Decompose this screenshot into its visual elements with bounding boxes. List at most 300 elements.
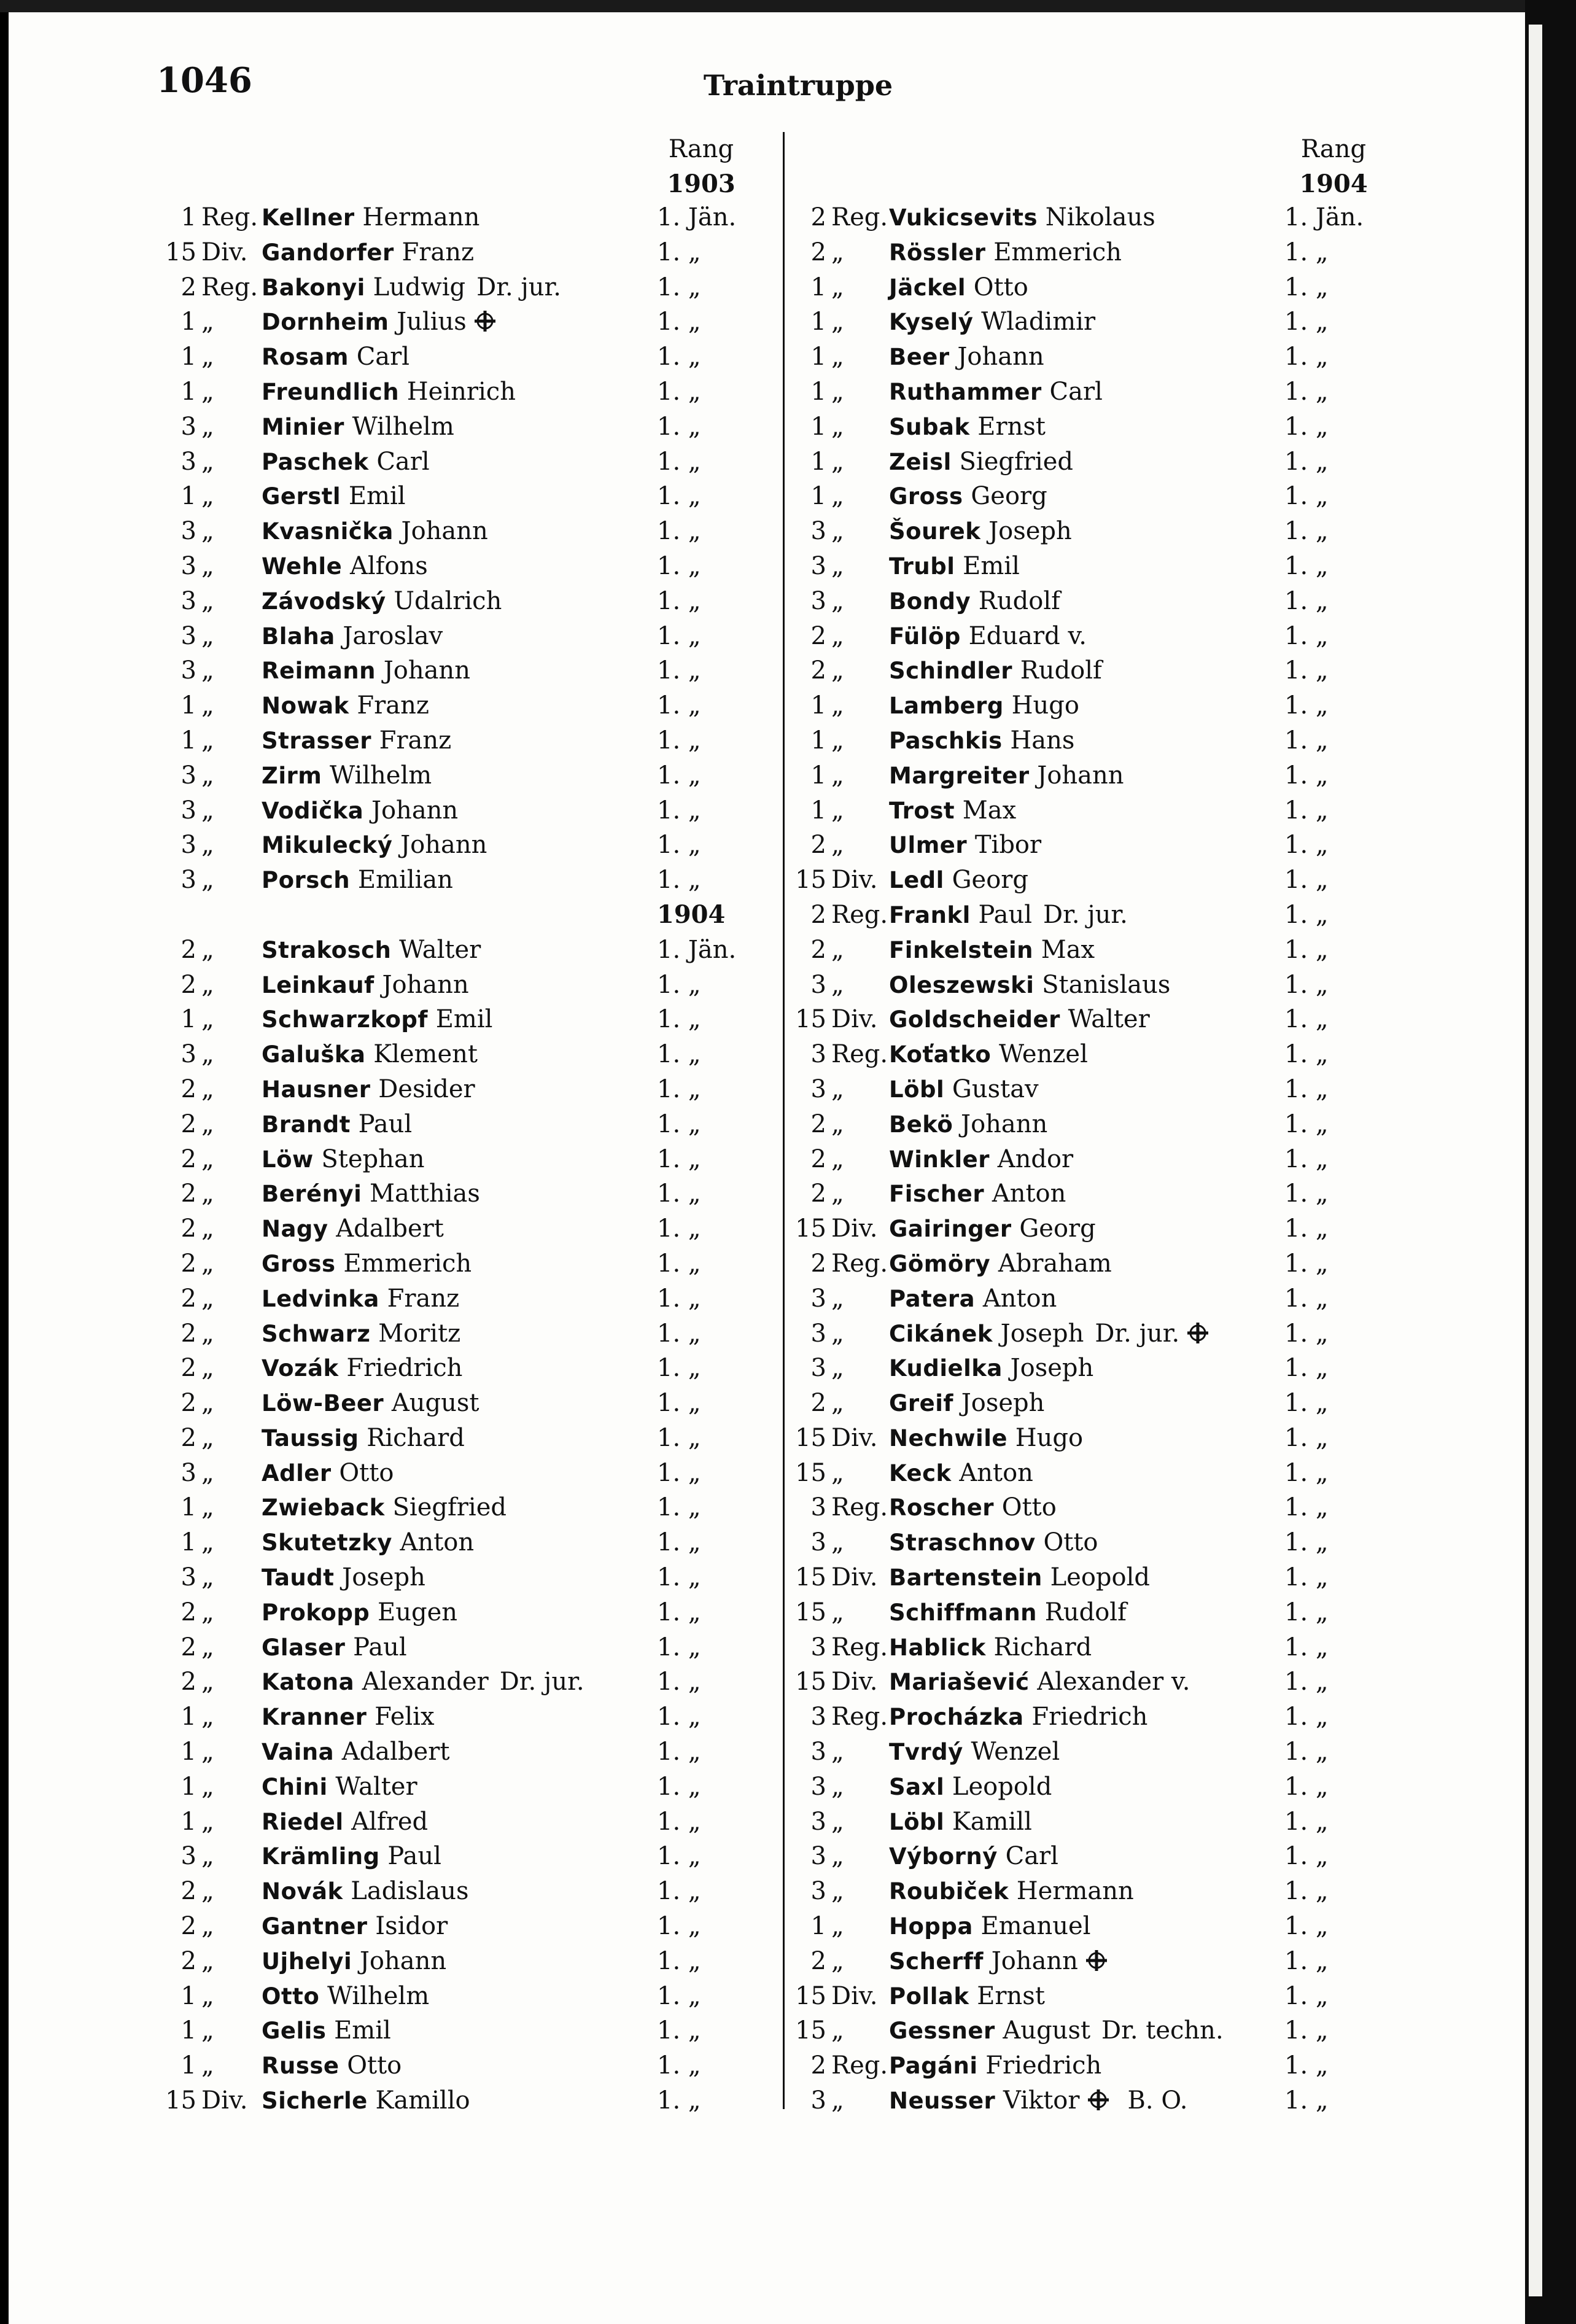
officer-name	[262, 968, 469, 1003]
unit-type: „	[201, 1946, 214, 1975]
unit-type: „	[201, 1807, 214, 1836]
unit-type: „	[201, 1912, 214, 1941]
unit-type: Div.	[831, 1423, 878, 1452]
surname: Porsch	[262, 867, 351, 894]
unit-type: Div.	[831, 1668, 878, 1696]
surname: Bondy	[889, 588, 971, 615]
rank-date: 1. „	[657, 1598, 701, 1626]
officer-entry	[141, 1002, 774, 1037]
surname: Bartenstein	[889, 1564, 1042, 1591]
surname: Goldscheider	[889, 1006, 1060, 1033]
officer-entry	[785, 863, 1509, 898]
rank-date: 1. „	[1284, 1040, 1329, 1069]
surname: Roscher	[889, 1494, 995, 1521]
officer-name	[262, 1979, 429, 2015]
unit-type: „	[831, 517, 844, 546]
officer-name	[262, 549, 428, 585]
unit-type: „	[201, 586, 214, 615]
surname: Nagy	[262, 1216, 328, 1243]
given-name: Jaroslav	[343, 621, 443, 650]
given-name: Hermann	[1016, 1877, 1134, 1906]
surname: Schwarzkopf	[262, 1006, 428, 1033]
officer-name	[889, 1979, 1045, 2015]
unit-number: 2	[810, 1946, 826, 1975]
rank-date: 1. „	[1284, 1284, 1329, 1313]
given-name: Walter	[399, 935, 481, 964]
given-name: Rudolf	[978, 586, 1060, 615]
officer-entry	[785, 445, 1509, 480]
surname: Závodský	[262, 588, 386, 615]
unit-type: Reg.	[831, 2051, 888, 2080]
given-name: Walter	[335, 1772, 417, 1801]
officer-name	[262, 2083, 470, 2119]
surname: Koťatko	[889, 1041, 992, 1068]
rank-date: 1. „	[1284, 1703, 1329, 1731]
officer-name	[889, 723, 1074, 759]
surname: Katona	[262, 1669, 355, 1696]
officer-name	[262, 1665, 584, 1700]
rank-date: 1. „	[1284, 1946, 1329, 1975]
decoration-cross-icon	[1084, 1948, 1109, 1972]
officer-name	[889, 758, 1124, 794]
unit-type: „	[831, 935, 844, 964]
given-name: Wilhelm	[327, 1981, 430, 2010]
officer-entry	[141, 1560, 774, 1595]
rank-date: 1. „	[1284, 1075, 1329, 1103]
given-name: Friedrich	[985, 2051, 1102, 2080]
surname: Russe	[262, 2053, 340, 2080]
unit-number: 2	[181, 935, 196, 964]
unit-number: 2	[181, 1319, 196, 1348]
officer-entry	[141, 1909, 774, 1944]
rank-date: 1. „	[657, 1110, 701, 1138]
given-name: Georg	[971, 482, 1047, 511]
officer-entry	[141, 2048, 774, 2083]
surname: Kranner	[262, 1704, 367, 1731]
title-suffix: B. O.	[1127, 2086, 1188, 2115]
officer-name	[262, 1281, 459, 1317]
given-name: Wladimir	[981, 308, 1096, 336]
left-officer-list	[141, 200, 774, 2118]
unit-number: 1	[181, 482, 196, 511]
unit-number: 3	[181, 1040, 196, 1069]
unit-number: 3	[810, 1772, 826, 1801]
officer-name	[262, 479, 406, 515]
unit-number: 1	[181, 1005, 196, 1034]
given-name: Friedrich	[346, 1354, 463, 1383]
officer-entry	[141, 1735, 774, 1770]
rank-date: 1. „	[657, 412, 701, 441]
unit-type: „	[831, 308, 844, 336]
rank-date: 1. „	[657, 2016, 701, 2045]
rank-date: 1. „	[1284, 2016, 1329, 2045]
unit-type: „	[201, 970, 214, 999]
officer-name	[262, 1839, 441, 1875]
officer-name	[889, 375, 1103, 410]
unit-number: 15	[795, 1563, 826, 1592]
given-name: Johann	[400, 831, 487, 860]
officer-entry	[785, 235, 1509, 270]
officer-name	[262, 200, 479, 236]
unit-type: „	[201, 412, 214, 441]
rank-date: 1. Jän.	[657, 203, 737, 231]
surname: Minier	[262, 413, 344, 440]
unit-number: 2	[181, 1423, 196, 1452]
unit-type: „	[201, 1738, 214, 1766]
unit-number: 15	[795, 1981, 826, 2010]
rank-date: 1. „	[1284, 1458, 1329, 1487]
unit-type: „	[831, 2086, 844, 2115]
surname: Kellner	[262, 204, 355, 231]
rank-date: 1. „	[1284, 551, 1329, 580]
officer-name	[889, 1770, 1052, 1805]
unit-type: „	[831, 586, 844, 615]
officer-name	[262, 1805, 428, 1840]
unit-number: 2	[181, 1389, 196, 1418]
given-name: Anton	[992, 1179, 1066, 1208]
officer-name	[262, 793, 458, 829]
given-name: Otto	[1043, 1528, 1098, 1557]
officer-entry	[141, 270, 774, 305]
officer-name	[262, 1351, 462, 1386]
surname: Mariašević	[889, 1669, 1030, 1696]
given-name: Desider	[378, 1075, 475, 1103]
surname: Gantner	[262, 1913, 368, 1940]
unit-type: Div.	[831, 866, 878, 895]
unit-number: 3	[810, 1354, 826, 1383]
unit-type: „	[201, 1563, 214, 1592]
surname: Galuška	[262, 1041, 366, 1068]
unit-number: 2	[181, 1110, 196, 1138]
officer-entry	[785, 549, 1509, 584]
officer-name	[889, 863, 1028, 898]
surname: Ledl	[889, 867, 944, 894]
unit-number: 1	[181, 1528, 196, 1557]
officer-name	[889, 514, 1072, 550]
rank-date: 1. „	[657, 1912, 701, 1941]
surname: Hablick	[889, 1634, 986, 1661]
unit-type: Reg.	[831, 1040, 888, 1069]
officer-name	[889, 619, 1087, 655]
rank-date: 1. „	[657, 2086, 701, 2115]
unit-type: „	[831, 726, 844, 755]
title-suffix: Dr. jur.	[1043, 900, 1128, 929]
unit-number: 2	[810, 621, 826, 650]
unit-type: „	[201, 377, 214, 406]
unit-number: 3	[810, 1493, 826, 1522]
officer-name	[262, 619, 443, 655]
officer-entry	[141, 1595, 774, 1630]
surname: Gelis	[262, 2018, 327, 2045]
unit-number: 15	[795, 1423, 826, 1452]
rank-date: 1. „	[1284, 1738, 1329, 1766]
officer-entry	[785, 1142, 1509, 1177]
officer-name	[262, 1386, 479, 1421]
unit-number: 3	[181, 1563, 196, 1592]
given-name: Heinrich	[406, 377, 516, 406]
surname: Finkelstein	[889, 936, 1034, 963]
rank-date: 1. „	[657, 586, 701, 615]
rank-date: 1. „	[657, 1807, 701, 1836]
surname: Berényi	[262, 1181, 362, 1208]
surname: Hausner	[262, 1076, 371, 1103]
given-name: Joseph	[1000, 1319, 1084, 1348]
surname: Fischer	[889, 1181, 985, 1208]
unit-type: „	[831, 343, 844, 371]
unit-type: „	[201, 1145, 214, 1173]
given-name: Moritz	[378, 1319, 461, 1348]
officer-entry	[785, 1665, 1509, 1700]
officer-name	[889, 2083, 1188, 2119]
unit-number: 1	[181, 1772, 196, 1801]
unit-type: „	[831, 1145, 844, 1173]
officer-name	[889, 1211, 1096, 1247]
given-name: Kamillo	[375, 2086, 470, 2115]
given-name: Johann	[961, 1110, 1048, 1138]
scan-border-top	[0, 0, 1576, 12]
officer-name	[889, 1176, 1066, 1212]
officer-name	[889, 1386, 1044, 1421]
surname: Adler	[262, 1459, 332, 1487]
given-name: Hans	[1010, 726, 1075, 755]
given-name: Paul	[353, 1633, 407, 1661]
officer-entry	[785, 793, 1509, 828]
given-name: Anton	[959, 1458, 1033, 1487]
officer-name	[262, 2048, 402, 2084]
unit-number: 2	[810, 2051, 826, 2080]
unit-number: 3	[810, 1075, 826, 1103]
given-name: Siegfried	[392, 1493, 507, 1522]
unit-number: 1	[181, 1493, 196, 1522]
surname: Roubiček	[889, 1878, 1009, 1905]
rank-date: 1. „	[1284, 1493, 1329, 1522]
officer-name	[889, 1281, 1057, 1317]
unit-number: 3	[181, 517, 196, 546]
rank-date: 1. „	[657, 621, 701, 650]
officer-entry	[785, 1805, 1509, 1840]
officer-name	[889, 305, 1095, 340]
officer-entry	[141, 1874, 774, 1909]
unit-number: 2	[181, 1075, 196, 1103]
rank-year-heading	[141, 898, 774, 933]
given-name: Emilian	[357, 866, 453, 895]
unit-type: „	[831, 1528, 844, 1557]
unit-number: 2	[810, 1179, 826, 1208]
unit-type: „	[831, 1319, 844, 1348]
unit-type: „	[831, 551, 844, 580]
officer-entry	[785, 305, 1509, 340]
unit-number: 2	[181, 1598, 196, 1626]
given-name: Eugen	[378, 1598, 458, 1626]
rank-date: 1. „	[1284, 1249, 1329, 1278]
rank-date: 1. „	[657, 831, 701, 860]
unit-number: 1	[181, 308, 196, 336]
officer-name	[262, 1246, 472, 1282]
unit-type: „	[201, 1423, 214, 1452]
officer-name	[262, 514, 488, 550]
unit-type: „	[831, 2016, 844, 2045]
officer-name	[889, 1735, 1060, 1770]
rank-date: 1. „	[657, 970, 701, 999]
given-name: Wilhelm	[352, 412, 454, 441]
rank-date: 1. „	[1284, 900, 1329, 929]
officer-name	[889, 1037, 1088, 1073]
unit-type: „	[831, 796, 844, 825]
unit-type: „	[201, 935, 214, 964]
unit-number: 1	[181, 2016, 196, 2045]
rank-date: 1. „	[657, 1284, 701, 1313]
unit-number: 3	[181, 761, 196, 790]
officer-entry	[141, 1386, 774, 1421]
unit-type: „	[201, 1284, 214, 1313]
rank-date: 1. „	[1284, 1563, 1329, 1592]
page-number: 1046	[157, 60, 252, 101]
unit-number: 1	[181, 2051, 196, 2080]
unit-number: 3	[181, 621, 196, 650]
surname: Ruthammer	[889, 378, 1042, 405]
unit-type: Div.	[201, 238, 248, 266]
unit-type: „	[831, 273, 844, 301]
surname: Brandt	[262, 1111, 351, 1138]
rank-date: 1. „	[657, 2051, 701, 2080]
surname: Riedel	[262, 1808, 344, 1835]
officer-entry	[141, 723, 774, 758]
surname: Vodička	[262, 797, 364, 824]
unit-number: 3	[810, 970, 826, 999]
given-name: Otto	[339, 1458, 394, 1487]
officer-name	[889, 1072, 1039, 1108]
officer-name	[889, 1909, 1091, 1945]
rank-date: 1. „	[1284, 970, 1329, 999]
officer-name	[889, 968, 1170, 1003]
unit-type: „	[201, 621, 214, 650]
officer-entry	[141, 1107, 774, 1142]
surname: Blaha	[262, 623, 335, 650]
given-name: Adalbert	[336, 1214, 444, 1243]
surname: Trost	[889, 797, 955, 824]
officer-entry	[141, 688, 774, 723]
unit-type: „	[201, 1772, 214, 1801]
officer-name	[889, 1595, 1127, 1631]
unit-number: 2	[181, 1912, 196, 1941]
rank-date: 1. „	[1284, 1389, 1329, 1418]
rank-date: 1. „	[657, 1075, 701, 1103]
unit-number: 2	[810, 1145, 826, 1173]
unit-number: 3	[181, 796, 196, 825]
unit-type: „	[831, 482, 844, 511]
officer-entry	[785, 1107, 1509, 1142]
given-name: Johann	[382, 970, 469, 999]
rank-date: 1. „	[1284, 1319, 1329, 1348]
rank-date: 1. „	[1284, 1214, 1329, 1243]
surname: Šourek	[889, 518, 981, 545]
surname: Straschnov	[889, 1529, 1036, 1556]
officer-entry	[141, 2013, 774, 2048]
rank-date: 1. „	[1284, 586, 1329, 615]
decoration-cross-icon	[473, 308, 497, 333]
officer-entry	[141, 1490, 774, 1525]
given-name: Johann	[991, 1946, 1078, 1975]
given-name: Georg	[1019, 1214, 1096, 1243]
unit-number: 1	[181, 726, 196, 755]
given-name: Stanislaus	[1042, 970, 1171, 999]
given-name: Joseph	[988, 517, 1072, 546]
unit-type: „	[831, 970, 844, 999]
unit-type: Reg.	[201, 273, 258, 301]
rank-date: 1. „	[1284, 1145, 1329, 1173]
title-suffix: Dr. jur.	[1095, 1319, 1180, 1348]
unit-type: „	[831, 656, 844, 685]
unit-number: 3	[181, 1458, 196, 1487]
rank-date: 1. „	[657, 377, 701, 406]
officer-name	[889, 828, 1041, 863]
rank-date: 1. „	[1284, 935, 1329, 964]
unit-type: „	[831, 1842, 844, 1871]
unit-type: „	[201, 551, 214, 580]
unit-type: „	[201, 308, 214, 336]
surname: Vukicsevits	[889, 204, 1038, 231]
surname: Pollak	[889, 1983, 969, 2010]
surname: Kudielka	[889, 1355, 1003, 1382]
given-name: Rudolf	[1044, 1598, 1127, 1626]
officer-entry	[785, 1211, 1509, 1246]
given-name: Franz	[357, 691, 429, 720]
officer-entry	[785, 514, 1509, 549]
rank-date: 1. „	[657, 1214, 701, 1243]
unit-number: 2	[810, 1249, 826, 1278]
unit-number: 2	[810, 900, 826, 929]
given-name: Kamill	[952, 1807, 1032, 1836]
unit-number: 3	[810, 517, 826, 546]
rank-date: 1. „	[657, 551, 701, 580]
surname: Schiffmann	[889, 1599, 1038, 1626]
left-rank-label: Rang	[668, 135, 734, 163]
unit-number: 1	[181, 1981, 196, 2010]
surname: Glaser	[262, 1634, 346, 1661]
rank-date: 1. „	[1284, 1005, 1329, 1034]
decoration-cross-icon	[1186, 1320, 1210, 1345]
surname: Sicherle	[262, 2088, 368, 2115]
officer-name	[889, 1002, 1150, 1038]
officer-name	[262, 1630, 407, 1666]
surname: Bakonyi	[262, 274, 365, 301]
officer-entry	[785, 758, 1509, 793]
unit-type: „	[831, 1354, 844, 1383]
unit-number: 2	[181, 1668, 196, 1696]
right-officer-list	[785, 200, 1509, 2118]
officer-entry	[141, 235, 774, 270]
surname: Dornheim	[262, 309, 389, 336]
rank-date: 1. „	[657, 1772, 701, 1801]
officer-entry	[785, 1037, 1509, 1072]
given-name: Johann	[371, 796, 459, 825]
officer-name	[262, 1107, 412, 1143]
unit-type: „	[201, 343, 214, 371]
given-name: Paul	[387, 1842, 441, 1871]
rank-date: 1. „	[657, 238, 701, 266]
unit-type: Reg.	[831, 203, 888, 231]
unit-type: „	[831, 447, 844, 476]
officer-name	[262, 1735, 449, 1770]
officer-name	[889, 200, 1155, 236]
officer-entry	[141, 933, 774, 968]
rank-date: 1. „	[657, 866, 701, 895]
unit-number: 3	[810, 1842, 826, 1871]
officer-name	[889, 1456, 1033, 1491]
unit-type: „	[831, 1075, 844, 1103]
given-name: Johann	[401, 517, 488, 546]
officer-entry	[141, 1351, 774, 1386]
